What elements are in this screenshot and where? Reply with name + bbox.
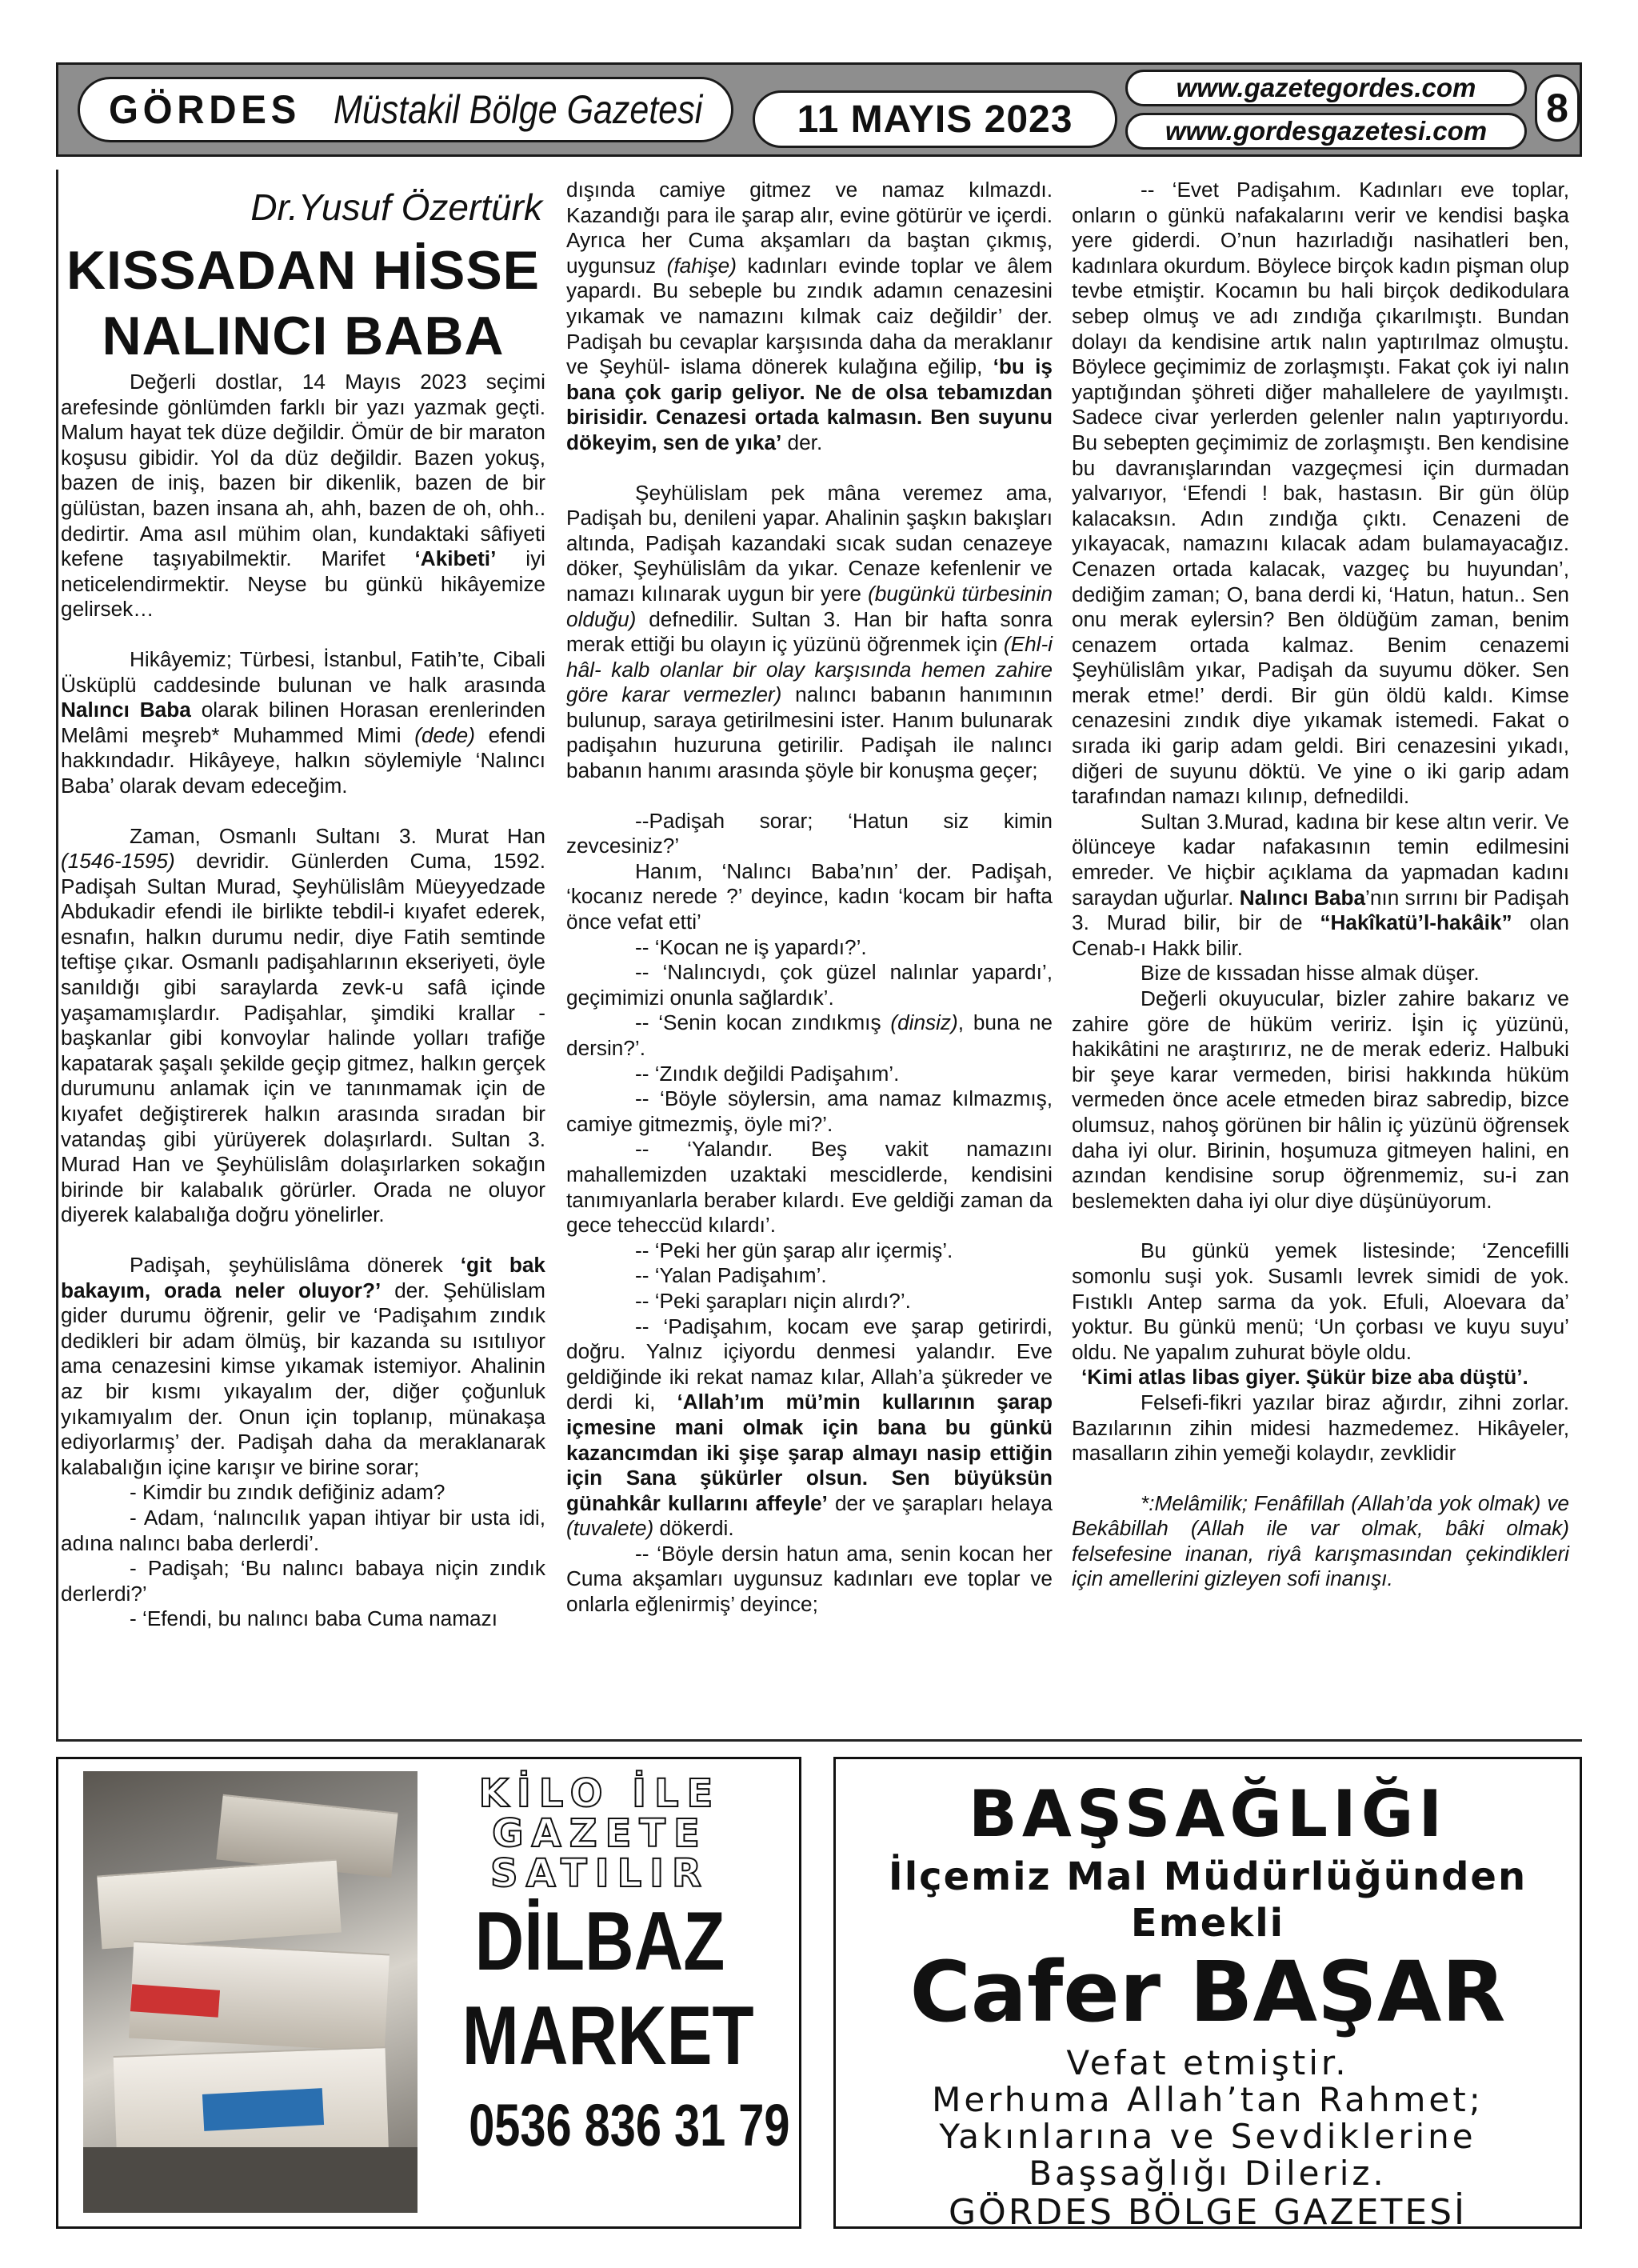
paragraph: Felsefi-fikri yazılar biraz ağırdır, zihni zorlar. Bazılarının zihin midesi hazmedemez. Hikâyeler, masalların zihin yemeği kolaydır, zevklidir bbox=[1072, 1390, 1569, 1466]
masthead bbox=[56, 62, 1582, 157]
article-headline-line2: NALINCI BABA bbox=[102, 306, 505, 366]
issue-date: 11 MAYIS 2023 bbox=[753, 90, 1117, 148]
store-name-line2: MARKET bbox=[461, 1990, 754, 2082]
dialogue-line: -- ‘Peki her gün şarap alır içermiş’. bbox=[635, 1238, 953, 1262]
dialogue-line: -- ‘Yalan Padişahım’. bbox=[635, 1263, 827, 1288]
article-column-2 bbox=[566, 178, 1053, 1618]
newspaper-brand: GÖRDES bbox=[109, 87, 302, 132]
dialogue-line: - ‘Efendi, bu nalıncı baba Cuma namazı bbox=[130, 1606, 497, 1631]
dialogue-line: Hanım, ‘Nalıncı Baba’nın’ der. Padişah, ‘kocanız nerede ?’ deyince, kadın ‘kocam bir hafta önce vefat etti’ bbox=[566, 858, 1053, 934]
article-author: Dr.Yusuf Özertürk bbox=[250, 186, 542, 228]
dialogue-line: -- ‘Kocan ne iş yapardı?’. bbox=[635, 934, 867, 959]
dialogue-line: - Adam, ‘nalıncılık yapan ihtiyar bir usta idi, adına nalıncı baba derlerdi’. bbox=[61, 1505, 545, 1555]
paragraph: dışında camiye gitmez ve namaz kılmazdı. Kazandığı para ile şarap alır, evine götürür ve içerdi. Ayrıca her Cuma akşamları da baştan çıkmış, uygunsuz (fahişe) kadınları evinde toplar ve âlem yapardı. Bu sebeple bu zındık adamın cenazesini yıkamak ve namazını kılmak caiz değildir’ der. Padişah bu cevaplar karşısında daha da meraklanır ve Şeyhül- islama dönerek kulağına eğilip, ‘bu iş bana çok garip geliyor. Ne de olsa tebamızdan birisidir. Cenazesi ortada kalmasın. Ben suyunu dökeyim, sen de yıka’ der. bbox=[566, 178, 1053, 454]
paragraph: Hikâyemiz; Türbesi, İstanbul, Fatih’te, Cibali Üsküplü caddesinde bulunan ve halk arasında Nalıncı Baba olarak bilinen Horasan erenlerinden Melâmi meşreb* Muhammed Mimi (dede) efendi hakkındadır. Hikâyeye, halkın söylemiyle ‘Nalıncı Baba’ olarak devam edeceğim. bbox=[61, 646, 545, 798]
dialogue-line: - Kimdir bu zındık defiğiniz adam? bbox=[130, 1480, 445, 1505]
ad-kilo-line2: GAZETE bbox=[492, 1811, 708, 1856]
paragraph: Bu günkü yemek listesinde; ‘Zencefilli somonlu suşi yok. Susamlı levrek simidi de yok. Fıstıklı Antep sarma da yok. Efuli, Aloevara da’ yoktur. Bu günkü menü; ‘Un çorbası ve kuyu suyu’ oldu. Ne yapalım zuhurat böyle oldu. bbox=[1072, 1238, 1569, 1364]
website-link-1[interactable]: www.gazetegordes.com bbox=[1125, 70, 1527, 106]
condolence-line1: İlçemiz Mal Müdürlüğünden bbox=[888, 1854, 1528, 1899]
condolence-line3: Vefat etmiştir. bbox=[1066, 2043, 1349, 2082]
paragraph: Şeyhülislam pek mâna veremez ama, Padişah bu, denileni yapar. Ahalinin şaşkın bakışları altında, Padişah kazandaki sıcak sudan cenazeye döker, Şeyhülislâm da yıkar. Cenaze kefenlenir ve namazı kılınarak uygun bir yere (bugünkü türbesinin olduğu) defnedilir. Sultan 3. Han bir hafta sonra merak ettiği bu olayın iç yüzünü öğrenmek için (Ehl-i hâl- kalb olanlar bir olay karşısında hemen zahire göre karar vermezler) nalıncı babanın hanımının bulunup, saraya getirilmesini ister. Hanım bulunarak padişahın huzuruna getirilir. Padişah ile nalıncı babanın hanımı arasında şöyle bir konuşma geçer; bbox=[566, 480, 1053, 783]
paragraph: Sultan 3.Murad, kadına bir kese altın verir. Ve ölünceye kadar nafakasının temin edilmesini emreder. Ve hiçbir açıklama da yapmadan kadını saraydan uğurlar. Nalıncı Baba’nın sırrını bir Padişah 3. Murad bilir, bir de “Hakîkatü’l-hakâik” olan Cenab-ı Hakk bilir. bbox=[1072, 809, 1569, 960]
dialogue-line: -- ‘Peki şarapları niçin alırdı?’. bbox=[635, 1288, 911, 1313]
condolence-title: BAŞSAĞLIĞI bbox=[968, 1777, 1448, 1851]
page-number: 8 bbox=[1535, 74, 1580, 142]
footnote: *:Melâmilik; Fenâfillah (Allah’da yok olmak) ve Bekâbillah (Allah ile var olmak, bâki olmak) felsefesine inanan, riyâ karışmasından çekindikleri için amellerini gizleyen sofi inanışı. bbox=[1072, 1490, 1569, 1591]
dialogue-line: -- ‘Böyle söylersin, ama namaz kılmazmış, camiye gitmezmiş, öyle mi?’. bbox=[566, 1086, 1053, 1136]
store-name-line1: DİLBAZ bbox=[474, 1895, 725, 1988]
dialogue-line: -- ‘Zındık değildi Padişahım’. bbox=[635, 1061, 900, 1086]
newspaper-subtitle: Müstakil Bölge Gazetesi bbox=[333, 87, 702, 132]
paragraph: Padişah, şeyhülislâma dönerek ‘git bak bakayım, orada neler oluyor?’ der. Şehülislam gider durumu öğrenir, gelir ve ‘Padişahım zındık dedikleri bir adam ölmüş, bir kazanda su ısıtılıyor ama cenazesini kimse yıkamak istemiyor. Ahalinin az bir kısmı yıkayalım der, diğer çoğunluk yıkamıyalım der. Onun için toplanıp, münakaşa ediyorlarmış’ der. Padişah daha da meraklanarak kalabalığın içine karışır ve birine sorar; bbox=[61, 1253, 546, 1479]
paragraph: Zaman, Osmanlı Sultanı 3. Murat Han (1546-1595) devridir. Günlerden Cuma, 1592. Padişah Sultan Murad, Şeyhülislâm Müeyyedzade Abdukadir efendi ile birlikte tebdil-i kıyafet ederek, esnafın, halkın durumu nedir, diye Fatih semtinde teftişe çıkar. Osmanlı padişahlarının ekseriyeti, öyle sanıldığı gibi saraylarda zevk-u safâ içinde yaşamamışlardır. Padişahlar, şimdiki krallar - başkanlar gibi konvoylar halinde yolları trafiğe kapatarak şaşalı şekilde geçip gitmez, halkın gerçek durumunu anlamak için ve tanınmamak için de kıyafet değiştirerek halkın arasında sıradan bir vatandaş gibi yürüyerek dolaşırlardı. Sultan 3. Murad Han ve Şeyhülislâm dolaşırlarken sokağın birinde bir kalabalık görürler. Orada ne oluyor diyerek kalabalığa doğru yönelirler. bbox=[61, 823, 545, 1227]
dialogue-line: --Padişah sorar; ‘Hatun siz kimin zevcesiniz?’ bbox=[566, 808, 1053, 858]
dialogue-line: -- ‘Padişahım, kocam eve şarap getirirdi, doğru. Yalnız içiyordu denmesi yalandır. Eve geldiğinde iki rekat namaz kılar, Allah’a şükreder ve derdi ki, ‘Allah’ım mü’min kullarının şarap içmesine mani olmak için bana bu günkü kazancımdan iki şişe şarap almayı nasip ettiğin için Sana şükürler olsun. Sen büyüksün günahkâr kullarını affeyle’ der ve şarapları helaya (tuvalete) dökerdi. bbox=[566, 1314, 1053, 1541]
dialogue-line: -- ‘Evet Padişahım. Kadınları eve toplar, onların o günkü nafakalarını verir ve kendisi başka yere giderdi. O’nun hazırladığı nasihatleri ben, kadınlara okurdum. Böylece birçok kadın pişman olup tevbe etmiştir. Kocamın bu hali birçok dedikodulara sebep olmuş ve adı zındığa çıkarılmıştı. Bundan dolayı da kendisine artık nalın yaptırılmaz olmuştu. Böylece geçimimiz de zorlaşmıştı. Fakat çok iyi nalın yaptığından şöhreti diğer mahallelere de yayılmıştı. Sadece civar yerlerden gelenler nalın yaptırıyordu. Bu sebepten geçimimiz de zorlaşmıştı. Ben kendisine bu davranışlarından vazgeçmesi için durmadan yalvarıyor, ‘Efendi ! bak, hastasın. Bir gün ölüp kalacaksın. Adın zındığa çıktı. Cenazeni de yıkayacak, namazını kılacak adam bulamayacağız. Cenazen ortada kalacak, vazgeç bu huyundan’, dediğim zaman; O, bana derdi ki, ‘Hatun, hatun.. Sen onu merak eylersin? Ben öldüğüm zaman, benim cenazem ortada kalmaz. Benim cenazemi Şeyhülislâm yıkar, Padişah da suyumu döker. Sen merak etme!’ derdi. Bir gün öldü kaldı. Kimse cenazesini zındık diye yıkamak istemedi. Fakat o sırada iki garip adam geldi. Biri cenazesini yıkadı, diğeri de suyunu döktü. Ve yine o iki garip adam tarafından namazı kılınıp, defnedildi. bbox=[1072, 178, 1569, 809]
ad-kilo-line1: KİLO İLE bbox=[478, 1771, 721, 1816]
dialogue-line: -- ‘Yalandır. Beş vakit namazını mahallemizden uzaktaki mescidlerde, kendisini tanımıyanlarla beraber kılardı. Eve geldiği zaman da gece teheccüd kılardı’. bbox=[566, 1137, 1053, 1238]
condolence-signature: GÖRDES BÖLGE GAZETESİ bbox=[948, 2192, 1468, 2233]
condolence-line6: Başsağlığı Dileriz. bbox=[1029, 2154, 1387, 2193]
dialogue-line: -- ‘Senin kocan zındıkmış (dinsiz), buna ne dersin?’. bbox=[566, 1010, 1053, 1060]
newspaper-stack-photo bbox=[83, 1771, 417, 2213]
website-link-2[interactable]: www.gordesgazetesi.com bbox=[1125, 113, 1527, 150]
condolence-line4: Merhuma Allah’tan Rahmet; bbox=[932, 2080, 1484, 2119]
article-headline-line1: KISSADAN HİSSE bbox=[66, 240, 541, 301]
dialogue-line: - Padişah; ‘Bu nalıncı babaya niçin zındık derlerdi?’ bbox=[61, 1556, 545, 1606]
ad-kilo-line3: SATILIR bbox=[490, 1851, 709, 1896]
condolence-line5: Yakınlarına ve Sevdiklerine bbox=[939, 2117, 1476, 2156]
paragraph: Değerli okuyucular, bizler zahire bakarız ve zahire göre de hüküm veririz. İşin iç yüzünü, hakikâtini ne araştırırız, ne de merak ederiz. Halbuki bir şeye karar vermeden, birisi hakkında hüküm vermeden önce acele etmeden biraz sabredip, bizce olumsuz, nahoş görünen bir hâlin iç yüzünü öğrensek daha iyi olur. Birinin, hoşumuza gitmeyen halini, en azından kendisine sorup öğrenmemiz, su-i zan beslemekten daha iyi olur diye düşünüyorum. bbox=[1072, 986, 1569, 1213]
deceased-name: Cafer BAŞAR bbox=[909, 1943, 1506, 2041]
paragraph: Bize de kıssadan hisse almak düşer. bbox=[1141, 961, 1480, 986]
dialogue-line: -- ‘Nalıncıydı, çok güzel nalınlar yapardı’, geçimimizi onunla sağlardık’. bbox=[566, 960, 1053, 1010]
article-bottom-rule bbox=[56, 1739, 1582, 1742]
newspaper-name-box bbox=[78, 77, 733, 142]
condolence-line2: Emekli bbox=[1130, 1901, 1285, 1946]
dialogue-line: -- ‘Böyle dersin hatun ama, senin kocan her Cuma akşamları uygunsuz kadınları eve toplar ve onlarla eğlenirmiş’ deyince; bbox=[566, 1541, 1053, 1617]
paragraph: Değerli dostlar, 14 Mayıs 2023 seçimi arefesinde gönlümden farklı bir yazı yazmak geçti. Malum hayat tek düze değildir. Ömür de bir maraton koşusu gibidir. Yol da düz değildir. Bazen yokuş, bazen de iniş, bazen bir dikenlik, bazen de bir gülüstan, bazen insana ah, ahh, bazen de oh, ohh.. dedirtir. Ama asıl mühim olan, kundaktaki sâfiyeti kefene taşıyabilmektir. Marifet ‘Akibeti’ iyi neticelendirmektir. Neyse bu günkü hikâyemize gelirsek… bbox=[61, 370, 545, 622]
article-column-3 bbox=[1072, 178, 1569, 1592]
store-phone: 0536 836 31 79 bbox=[469, 2092, 790, 2158]
quote-line: ‘Kimi atlas libas giyer. Şükür bize aba düştü’. bbox=[1081, 1365, 1528, 1390]
article-column-1 bbox=[61, 174, 545, 1632]
article-left-rule bbox=[56, 170, 58, 1739]
